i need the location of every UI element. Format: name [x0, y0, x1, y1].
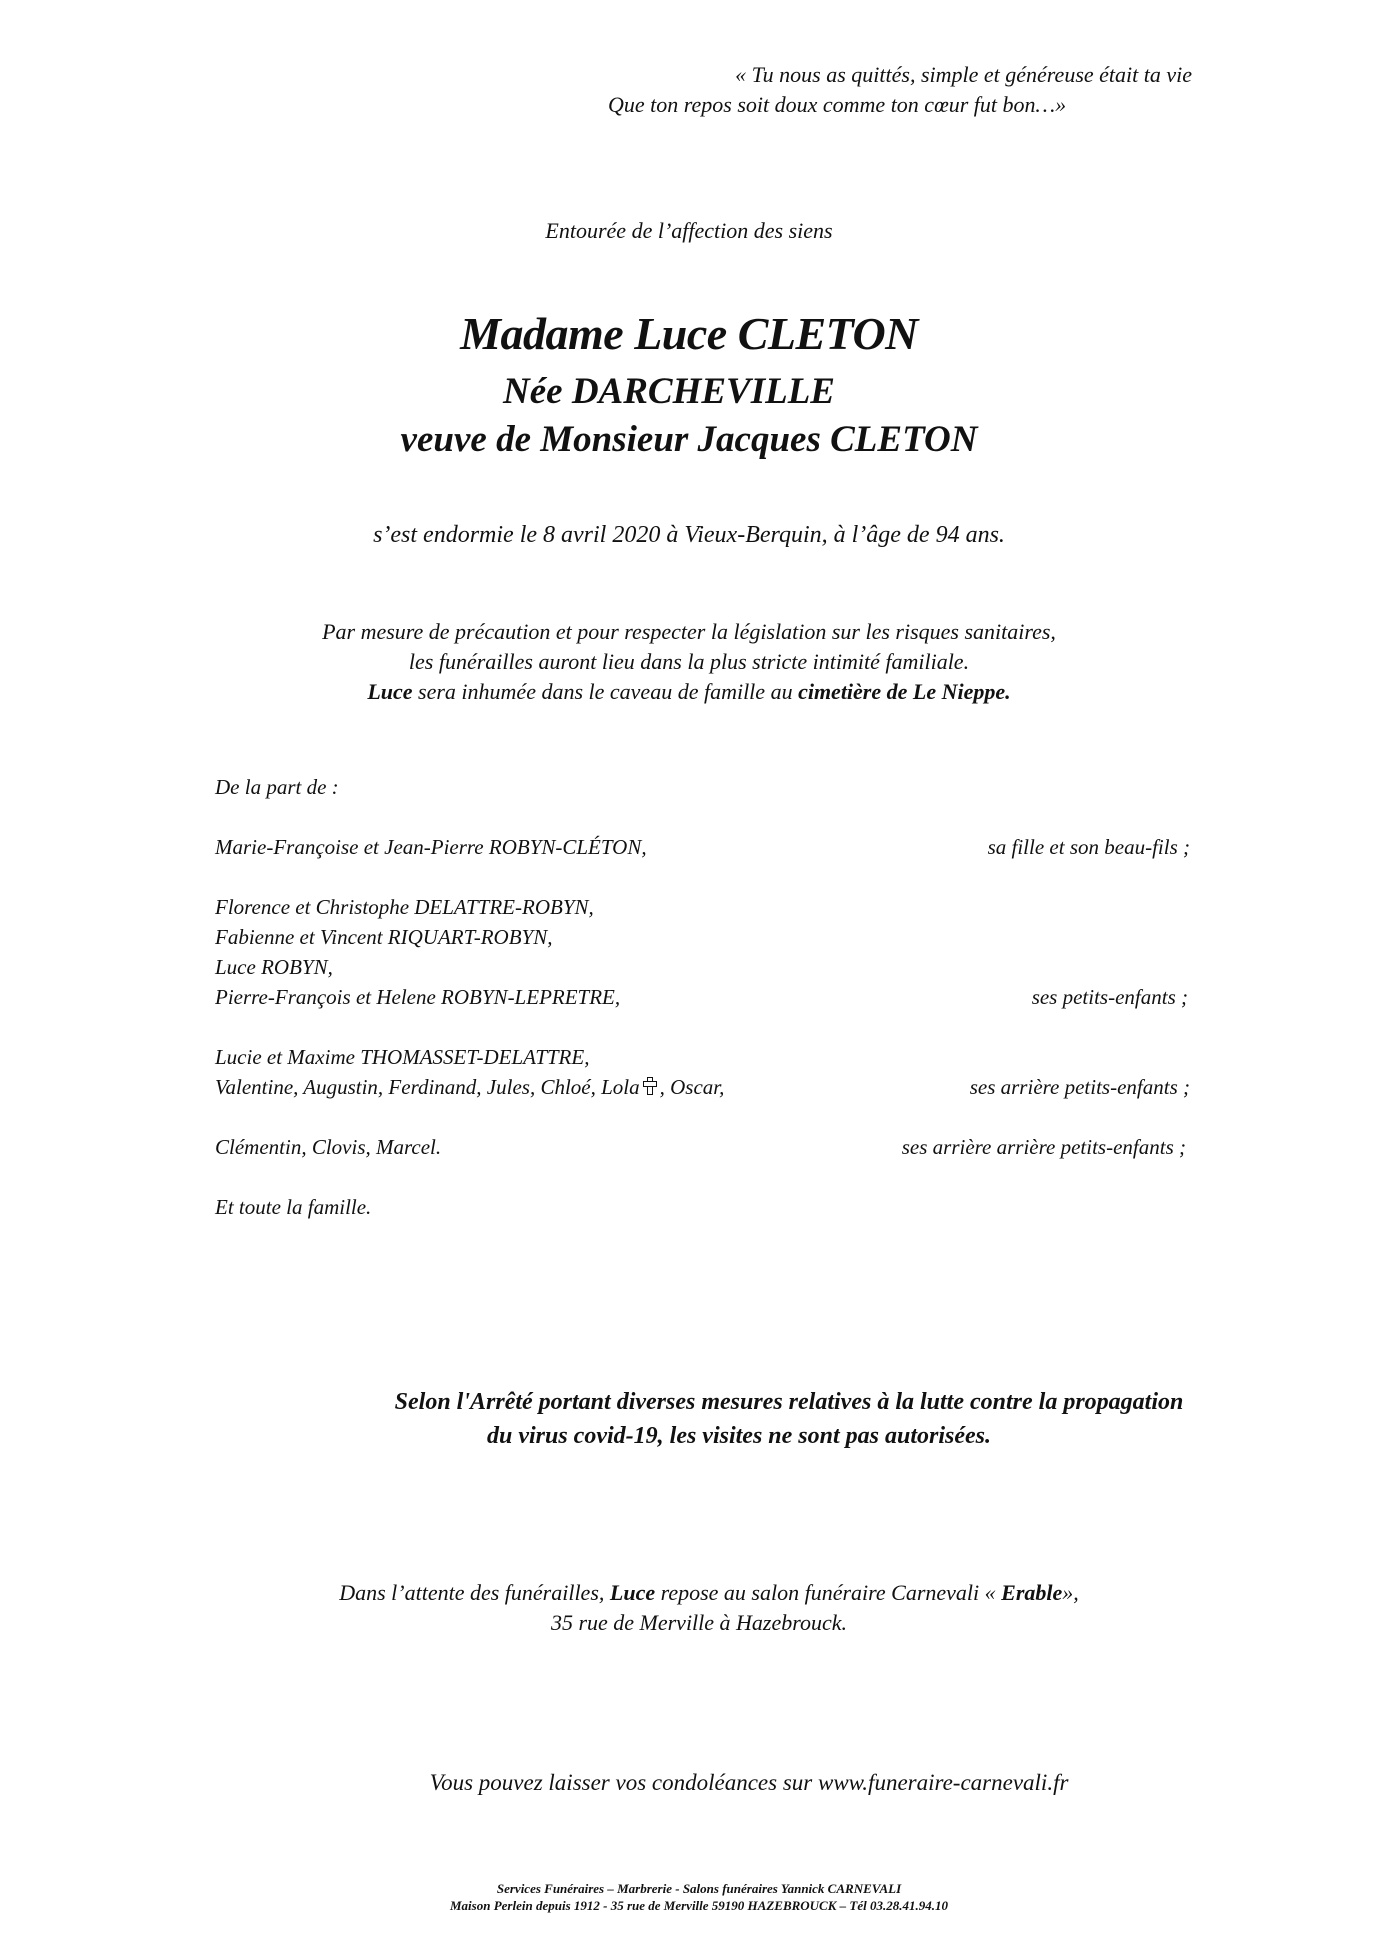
family-group-daughter	[215, 832, 1190, 862]
family-relation: ses arrière petits-enfants ;	[969, 1075, 1190, 1099]
family-names-with-cross	[215, 1072, 724, 1102]
wake-line-2: 35 rue de Merville à Hazebrouck.	[550, 1610, 848, 1635]
quote-line-1: « Tu nous as quittés, simple et généreuse était ta vie	[735, 62, 1192, 87]
family-names: Luce ROBYN,	[215, 955, 333, 979]
widow-of: veuve de Monsieur Jacques CLETON	[400, 419, 978, 460]
family-group-great-great-grandchildren	[215, 1132, 1190, 1162]
family-relation: ses petits-enfants ;	[1031, 985, 1188, 1009]
family-names: Lucie et Maxime THOMASSET-DELATTRE,	[215, 1045, 590, 1069]
family-names: Fabienne et Vincent RIQUART-ROBYN,	[215, 925, 553, 949]
death-notice: s’est endormie le 8 avril 2020 à Vieux-Berquin, à l’âge de 94 ans.	[373, 522, 1005, 548]
family-heading: De la part de :	[215, 775, 339, 799]
birth-name-text: Née DARCHEVILLE	[503, 371, 835, 412]
covid-notice	[100, 1385, 1378, 1453]
condolences-text: Vous pouvez laisser vos condoléances sur www.funeraire-carnevali.fr	[429, 1770, 1069, 1795]
covid-line-2: du virus covid-19, les visites ne sont pas autorisées.	[486, 1423, 991, 1449]
footer	[10, 1880, 1378, 1914]
wake-text: repose au salon funéraire Carnevali «	[655, 1580, 1002, 1605]
wake-salon: Erable	[1001, 1580, 1063, 1605]
birth-name	[0, 370, 1358, 413]
family-names: Pierre-François et Helene ROBYN-LEPRETRE,	[215, 985, 621, 1009]
measures-line-1: Par mesure de précaution et pour respecter la législation sur les risques sanitaires,	[322, 619, 1056, 644]
family-relation: ses arrière arrière petits-enfants ;	[901, 1135, 1186, 1159]
family-closing: Et toute la famille.	[215, 1195, 372, 1219]
wake-name: Luce	[609, 1580, 656, 1605]
measures-line-3	[0, 677, 1378, 707]
family-relation: sa fille et son beau-fils ;	[987, 835, 1190, 859]
footer-line-2: Maison Perlein depuis 1912 - 35 rue de Merville 59190 HAZEBROUCK – Tél 03.28.41.94.10	[450, 1898, 948, 1913]
measures-cemetery: cimetière de Le Nieppe.	[798, 679, 1011, 704]
family-names: Marie-Françoise et Jean-Pierre ROBYN-CLÉTON,	[215, 835, 647, 859]
family-names: Florence et Christophe DELATTRE-ROBYN,	[215, 895, 594, 919]
epitaph-quote	[580, 60, 1192, 120]
measures-line-2: les funérailles auront lieu dans la plus stricte intimité familiale.	[408, 649, 970, 674]
family-group-grandchildren	[215, 892, 1190, 1012]
deceased-name-text: Madame Luce CLETON	[460, 308, 918, 359]
wake-text: »,	[1062, 1580, 1079, 1605]
wake-line-1	[20, 1578, 1378, 1608]
funeral-measures	[0, 617, 1378, 707]
footer-line-1: Services Funéraires – Marbrerie - Salons funéraires Yannick CARNEVALI	[496, 1881, 902, 1896]
deceased-name	[0, 307, 1378, 360]
measures-text: sera inhumée dans le caveau de famille au	[412, 679, 799, 704]
intro-text: Entourée de l’affection des siens	[545, 218, 833, 243]
covid-line-1: Selon l'Arrêté portant diverses mesures relatives à la lutte contre la propagation	[394, 1389, 1184, 1415]
family-names-part: Valentine, Augustin, Ferdinand, Jules, Chloé, Lola	[215, 1075, 640, 1099]
family-group-great-grandchildren	[215, 1042, 1190, 1102]
quote-line-2: Que ton repos soit doux comme ton cœur fut bon…»	[608, 92, 1067, 117]
measures-name: Luce	[367, 679, 413, 704]
cross-icon	[642, 1076, 658, 1096]
family-names-part: , Oscar,	[659, 1075, 725, 1099]
family-names: Clémentin, Clovis, Marcel.	[215, 1135, 442, 1159]
wake-info	[20, 1578, 1378, 1638]
wake-text: Dans l’attente des funérailles,	[339, 1580, 610, 1605]
